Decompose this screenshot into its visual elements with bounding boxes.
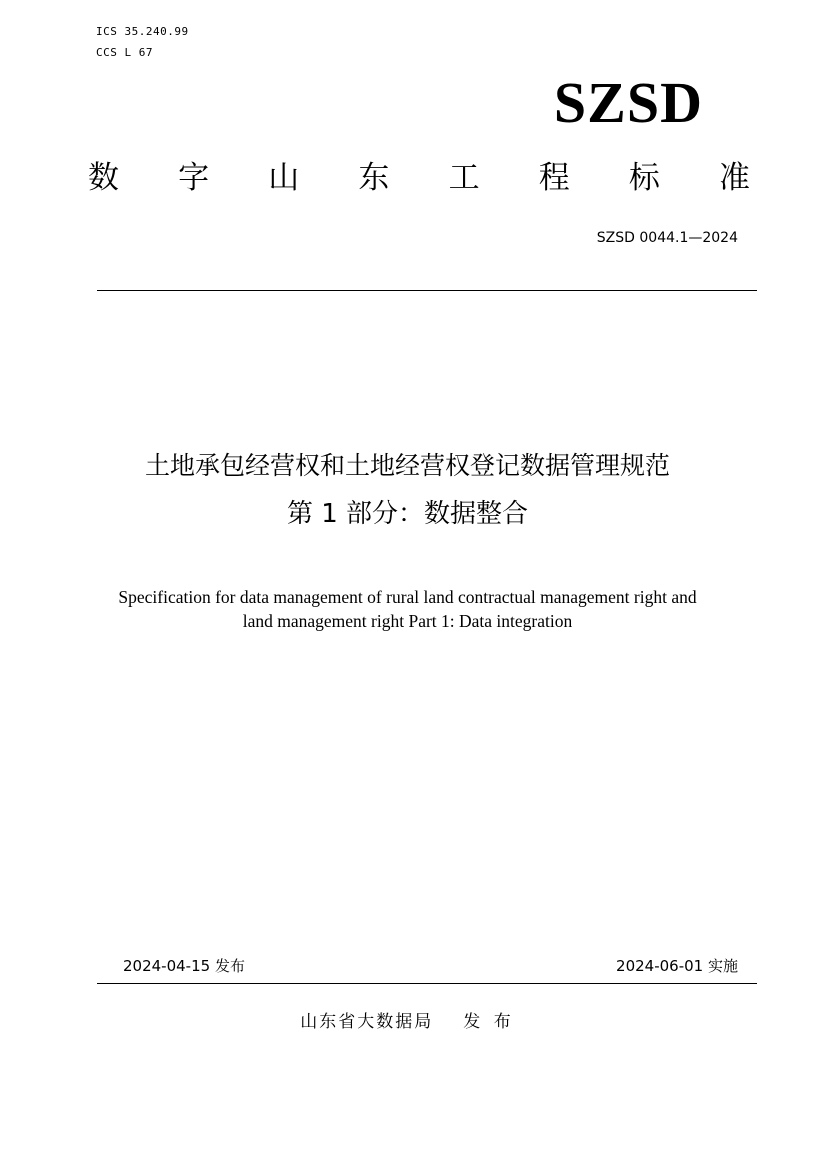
title-english-line-1: Specification for data management of rural land contractual management right and xyxy=(118,587,697,607)
standard-type-heading xyxy=(88,158,750,198)
ics-code: ICS 35.240.99 xyxy=(96,25,189,38)
ccs-code: CCS L 67 xyxy=(96,46,153,59)
standard-type-char: 标 xyxy=(628,160,660,196)
bottom-divider xyxy=(97,983,757,984)
issue-date: 2024-04-15 发布 xyxy=(123,957,245,975)
standard-type-char: 山 xyxy=(268,160,300,196)
title-chinese-part: 第 1 部分：数据整合 xyxy=(286,499,529,529)
issuer-line xyxy=(0,1010,815,1034)
title-english-line-2: land management right Part 1: Data integration xyxy=(242,611,573,631)
standard-number: SZSD 0044.1—2024 xyxy=(596,230,738,246)
brand-logo-text: SZSD xyxy=(553,70,703,135)
standard-type-char: 东 xyxy=(358,160,390,196)
implementation-date: 2024-06-01 实施 xyxy=(616,957,738,975)
issue-verb: 发 布 xyxy=(463,1012,515,1032)
standard-type-char: 字 xyxy=(178,160,210,196)
top-divider xyxy=(97,290,757,291)
title-chinese-main: 土地承包经营权和土地经营权登记数据管理规范 xyxy=(144,451,670,480)
standard-type-char: 工 xyxy=(448,160,480,196)
standard-type-char: 数 xyxy=(88,160,119,196)
standard-type-char: 准 xyxy=(718,160,750,196)
standard-type-char: 程 xyxy=(538,160,570,196)
issuer-name: 山东省大数据局 xyxy=(300,1012,434,1032)
